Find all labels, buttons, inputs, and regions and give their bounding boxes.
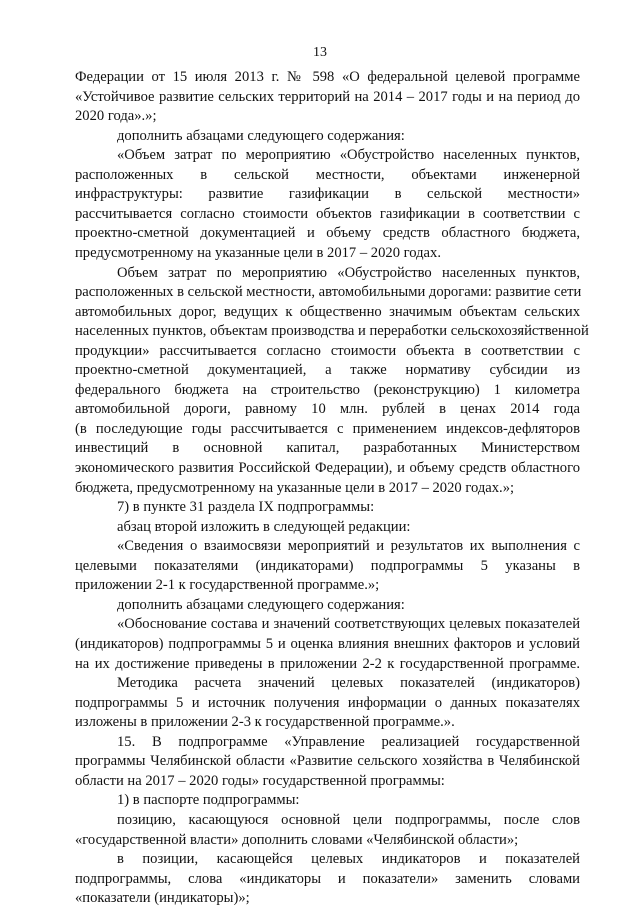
text-line: на их достижение приведены в приложении 2-2 к государственной программе.	[75, 655, 580, 672]
text-line: предусмотренному на указанные цели в 2017 – 2020 годах.	[75, 245, 441, 261]
text-line: Федерации от 15 июля 2013 г. № 598 «О федеральной целевой программе	[75, 69, 580, 85]
text-line: автомобильной дороги, равному 10 млн. рублей в ценах 2014 года	[75, 401, 580, 418]
text-line: целевыми показателями (индикаторами) подпрограммы 5 указаны в	[75, 557, 580, 574]
text-line: федерального бюджета на строительство (реконструкцию) 1 километра	[75, 381, 580, 398]
text-line: «Обоснование состава и значений соответствующих целевых показателей	[117, 616, 580, 633]
text-line: подпрограммы, слова «индикаторы и показатели» заменить словами	[75, 870, 580, 887]
text-line: в позиции, касающейся целевых индикаторов и показателей	[117, 851, 580, 867]
text-line: (в последующие годы рассчитывается с применением индексов-дефляторов	[75, 420, 580, 437]
text-line: 2020 года».»;	[75, 108, 157, 125]
text-line: проектно-сметной документацией и объему средств областного бюджета,	[75, 225, 580, 242]
text-line: бюджета, предусмотренному на указанные цели в 2017 – 2020 годах.»;	[75, 479, 515, 496]
text-line: подпрограммы 5 и источник получения информации о данных показателях	[75, 694, 580, 711]
text-line: абзац второй изложить в следующей редакции:	[117, 518, 411, 535]
text-line: рассчитывается согласно стоимости объектов газификации в соответствии с	[75, 205, 580, 222]
text-line: 1) в паспорте подпрограммы:	[117, 792, 300, 809]
text-line: «Объем затрат по мероприятию «Обустройство населенных пунктов,	[117, 147, 580, 164]
text-line: Объем затрат по мероприятию «Обустройство населенных пунктов,	[117, 264, 580, 281]
text-line: автомобильных дорог, ведущих к общественно значимым объектам сельских	[75, 303, 580, 320]
text-line: 7) в пункте 31 раздела IX подпрограммы:	[117, 499, 375, 516]
text-line: населенных пунктов, объектам производства и переработки сельскохозяйственной	[75, 323, 589, 340]
text-line: инвестиций в основной капитал, разработанных Министерством	[75, 440, 580, 457]
text-line: продукции» рассчитывается согласно стоимости объекта в соответствии с	[75, 342, 580, 359]
text-line: позицию, касающуюся основной цели подпрограммы, после слов	[117, 811, 580, 828]
text-line: «показатели (индикаторы)»;	[75, 890, 250, 907]
text-line: 15. В подпрограмме «Управление реализацией государственной	[117, 733, 580, 750]
text-line: инфраструктуры: развитие газификации в сельской местности»	[75, 186, 580, 203]
text-line: «Устойчивое развитие сельских территорий на 2014 – 2017 годы и на период до	[75, 88, 580, 105]
text-line: дополнить абзацами следующего содержания:	[117, 596, 405, 613]
text-line: расположенных в сельской местности, объектами инженерной	[75, 166, 580, 183]
text-line: экономического развития Российской Федерации), и объему средств областного	[75, 460, 580, 476]
text-line: расположенных в сельской местности, автомобильными дорогами: развитие сети	[75, 284, 582, 301]
text-line: области на 2017 – 2020 годы» государственной программы:	[75, 772, 445, 789]
text-line: проектно-сметной документацией, а также нормативу субсидии из	[75, 362, 580, 379]
text-line: дополнить абзацами следующего содержания:	[117, 127, 405, 144]
text-line: приложении 2-1 к государственной программе.»;	[75, 577, 380, 594]
text-line: (индикаторов) подпрограммы 5 и оценка влияния внешних факторов и условий	[75, 636, 580, 652]
text-line: изложены в приложении 2-3 к государственной программе.».	[75, 714, 455, 731]
text-line: Методика расчета значений целевых показателей (индикаторов)	[117, 675, 580, 692]
page-number: 13	[313, 45, 327, 60]
text-line: программы Челябинской области «Развитие сельского хозяйства в Челябинской	[75, 753, 580, 770]
text-line: «Сведения о взаимосвязи мероприятий и результатов их выполнения с	[117, 538, 580, 555]
text-line: «государственной власти» дополнить словами «Челябинской области»;	[75, 831, 519, 848]
